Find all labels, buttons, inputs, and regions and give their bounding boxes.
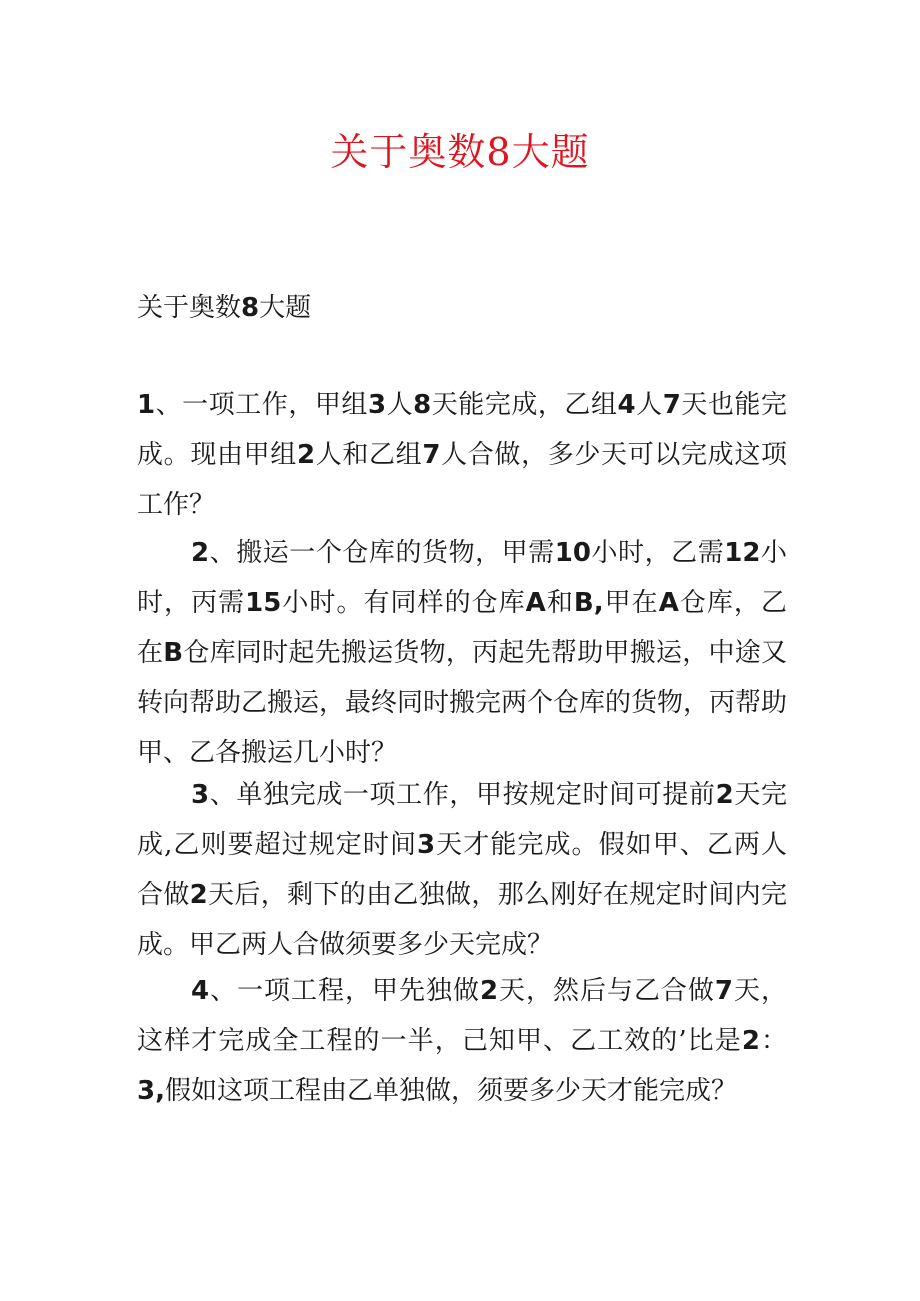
document-title: 关于奥数8大题 [330, 130, 590, 174]
problem-2: 2、搬运一个仓库的货物，甲需10小时，乙需12小时，丙需15小时。有同样的仓库A和B,甲在A仓库，乙在B仓库同时起先搬运货物，丙起先帮助甲搬运，中途又转向帮助乙搬运，最终同时搬完两个仓库的货物，丙帮助甲、乙各搬运几小时？ [137, 538, 788, 768]
problem-1: 1、一项工作，甲组3人8天能完成，乙组4人7天也能完成。现由甲组2人和乙组7人合做，多少天可以完成这项工作？ [137, 390, 787, 520]
problem-4: 4、一项工程，甲先独做2天，然后与乙合做7天，这样才完成全工程的一半，己知甲、乙工效的’比是2：3,假如这项工程由乙单独做，须要多少天才能完成？ [137, 976, 787, 1106]
document-subtitle: 关于奥数8大题 [137, 293, 312, 323]
problem-3: 3、单独完成一项工作，甲按规定时间可提前2天完成,乙则要超过规定时间3天才能完成。假如甲、乙两人合做2天后，剩下的由乙独做，那么刚好在规定时间内完成。甲乙两人合做须要多少天完成？ [137, 780, 787, 960]
